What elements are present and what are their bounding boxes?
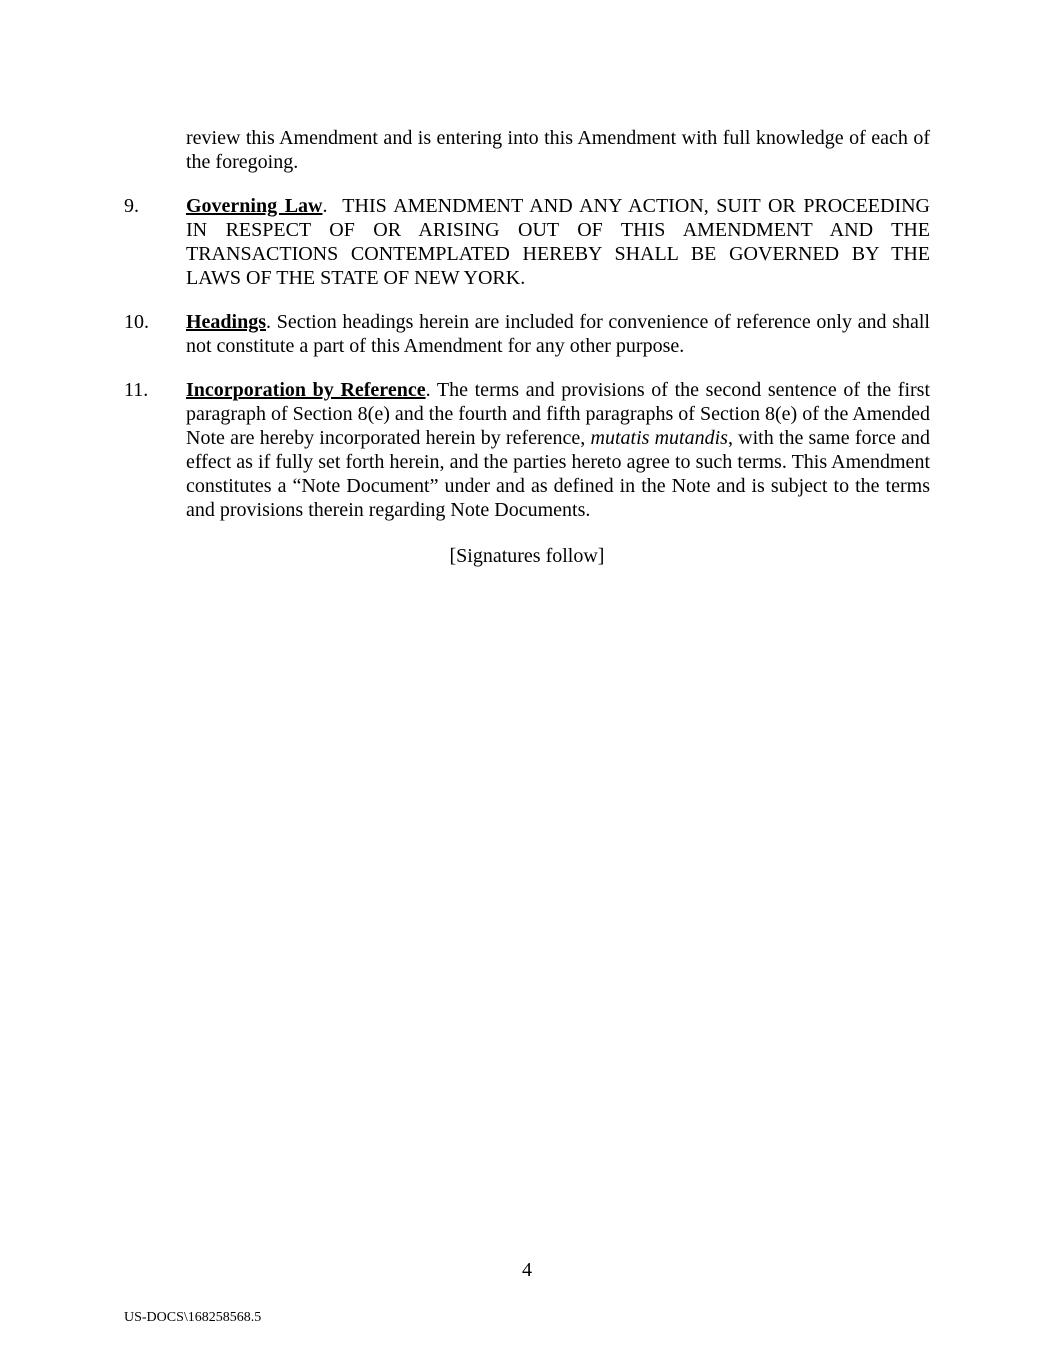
page-number: 4 <box>522 1259 532 1281</box>
section-text <box>186 194 930 290</box>
section-number: 10. <box>124 311 149 333</box>
footer-doc-id: US-DOCS\168258568.5 <box>124 1310 262 1325</box>
section-heading: Incorporation by Reference <box>186 379 426 401</box>
section-headings <box>124 310 930 358</box>
heading-separator: . <box>425 379 431 401</box>
intro-paragraph: review this Amendment and is entering into this Amendment with full knowledge of each of the foregoing. <box>186 127 930 173</box>
heading-separator: . <box>322 195 328 217</box>
section-incorporation-by-reference <box>124 378 930 522</box>
section-body: THIS AMENDMENT AND ANY ACTION, SUIT OR PROCEEDING IN RESPECT OF OR ARISING OUT OF THIS AMENDMENT AND THE TRANSACTIONS CONTEMPLATED HEREBY SHALL BE GOVERNED BY THE LAWS OF THE STATE OF NEW YORK. <box>186 195 930 289</box>
section-number: 11. <box>124 379 149 401</box>
section-body: Section headings herein are included for convenience of reference only and shall not constitute a part of this Amendment for any other purpose. <box>186 311 930 357</box>
section-text <box>186 310 930 358</box>
section-number: 9. <box>124 195 139 217</box>
heading-separator: . <box>266 311 272 333</box>
section-governing-law <box>124 194 930 290</box>
section-body: The terms and provisions of the second sentence of the first paragraph of Section 8(e) and the fourth and fifth paragraphs of Section 8(e) of the Amended Note are hereby incorporated herein by reference, <box>186 379 931 449</box>
section-heading: Headings <box>186 311 267 333</box>
document-content <box>124 126 930 568</box>
signatures-note: [Signatures follow] <box>449 545 605 567</box>
section-body-rest: , with the same force and effect as if fully set forth herein, and the parties hereto agree to such terms. This Amendment constitutes a “Note Document” under and as defined in the Note and is subject to the terms and provisions therein regarding Note Documents. <box>186 427 930 521</box>
section-text <box>186 378 930 522</box>
section-body-italic: mutatis mutandis <box>590 427 728 449</box>
section-heading: Governing Law <box>186 195 323 217</box>
